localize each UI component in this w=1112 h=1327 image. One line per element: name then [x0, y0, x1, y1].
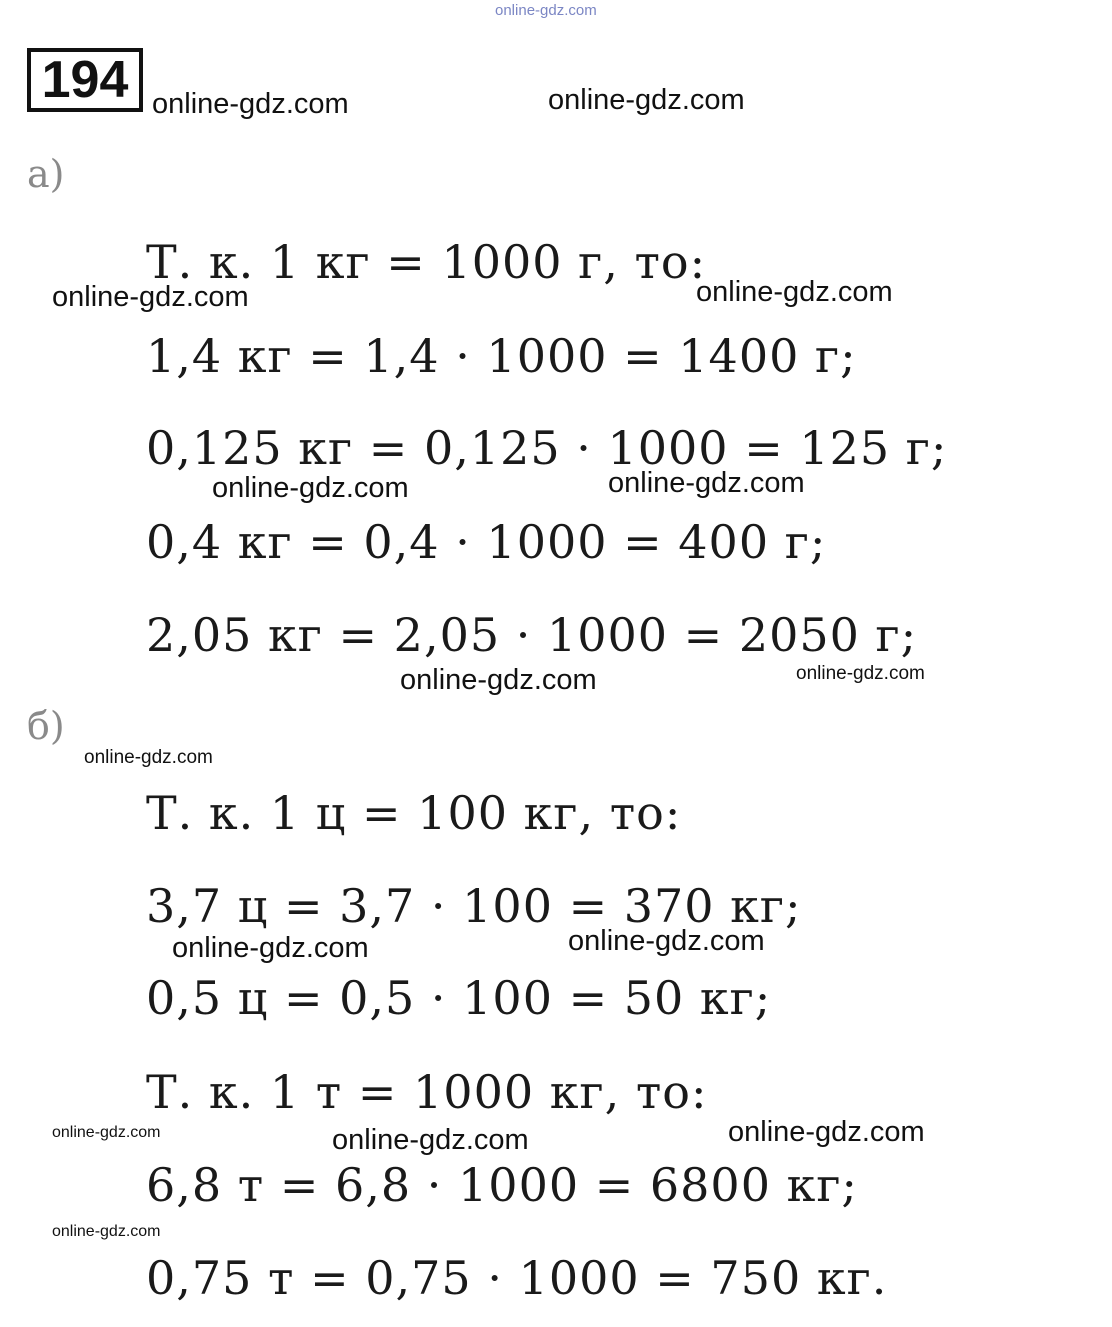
watermark: online-gdz.com	[568, 925, 765, 957]
watermark: online-gdz.com	[52, 1124, 161, 1141]
part-b-label: б)	[27, 704, 65, 748]
problem-number-box: 194	[27, 48, 143, 112]
solution-line: Т. к. 1 кг = 1000 г, то:	[146, 235, 707, 289]
watermark: online-gdz.com	[400, 664, 597, 696]
solution-line: 2,05 кг = 2,05 · 1000 = 2050 г;	[146, 608, 918, 662]
watermark: online-gdz.com	[728, 1116, 925, 1148]
watermark: online-gdz.com	[152, 88, 349, 120]
part-a-label: а)	[27, 152, 65, 196]
watermark-top: online-gdz.com	[495, 2, 597, 19]
watermark: online-gdz.com	[608, 467, 805, 499]
solution-line: 0,75 т = 0,75 · 1000 = 750 кг.	[146, 1251, 888, 1305]
solution-line: 0,4 кг = 0,4 · 1000 = 400 г;	[146, 515, 827, 569]
solution-line: Т. к. 1 т = 1000 кг, то:	[146, 1065, 708, 1119]
watermark: online-gdz.com	[172, 932, 369, 964]
solution-line: Т. к. 1 ц = 100 кг, то:	[146, 786, 682, 840]
solution-line: 6,8 т = 6,8 · 1000 = 6800 кг;	[146, 1158, 858, 1212]
watermark: online-gdz.com	[52, 1223, 161, 1240]
solution-line: 1,4 кг = 1,4 · 1000 = 1400 г;	[146, 329, 857, 383]
watermark: online-gdz.com	[548, 84, 745, 116]
watermark: online-gdz.com	[332, 1124, 529, 1156]
watermark: online-gdz.com	[84, 747, 213, 768]
solution-line: 0,5 ц = 0,5 · 100 = 50 кг;	[146, 971, 772, 1025]
watermark: online-gdz.com	[212, 472, 409, 504]
solution-line: 3,7 ц = 3,7 · 100 = 370 кг;	[146, 879, 802, 933]
watermark: online-gdz.com	[696, 276, 893, 308]
watermark: online-gdz.com	[796, 663, 925, 684]
watermark: online-gdz.com	[52, 281, 249, 313]
solution-line: 0,125 кг = 0,125 · 1000 = 125 г;	[146, 421, 948, 475]
